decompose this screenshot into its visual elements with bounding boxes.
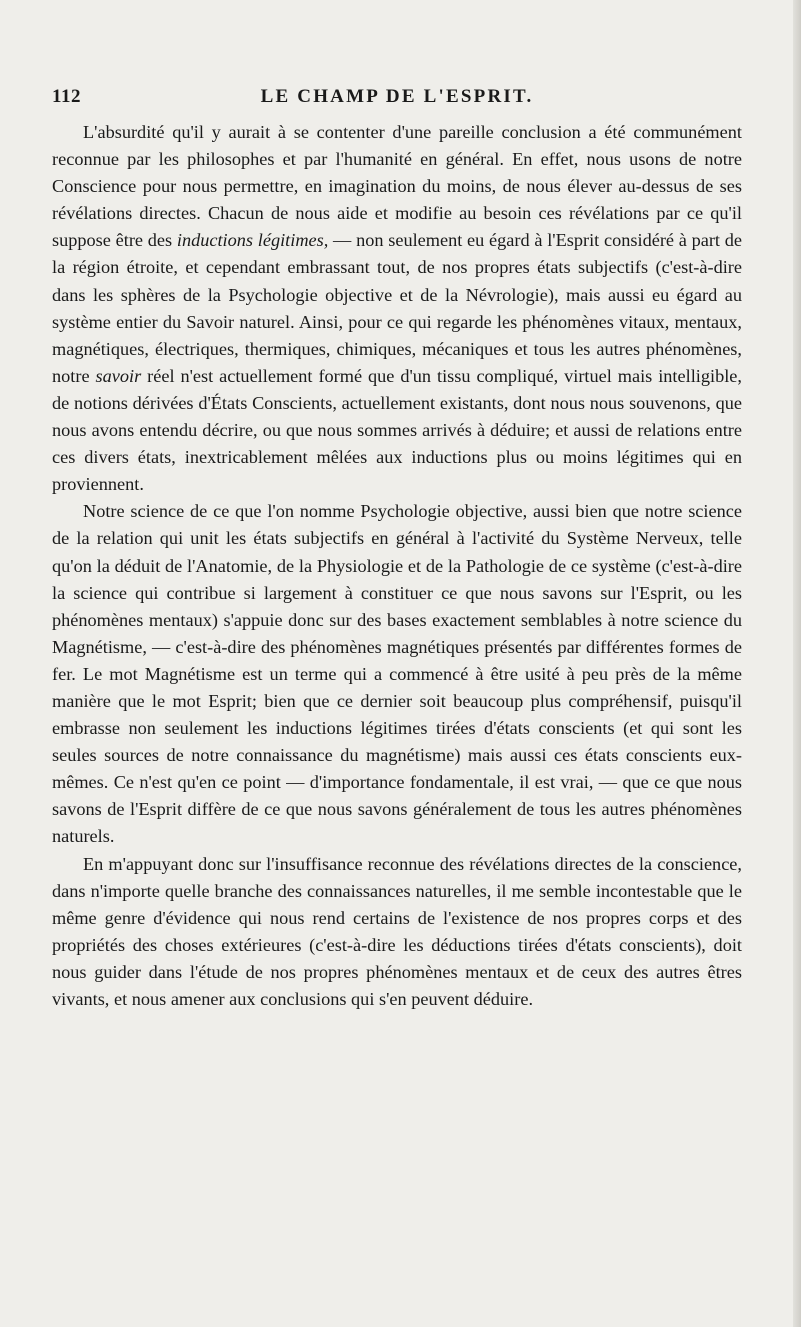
paragraph-1	[52, 119, 742, 498]
page-edge	[793, 0, 801, 1327]
page-header	[52, 86, 742, 116]
paragraph-1-part-3: réel n'est actuellement formé que d'un tissu compliqué, virtuel mais intelligible, de notions dérivées d'États Conscients, actuellement existants, dont nous nous souvenons, que nous avons entendu décrire, ou que nous sommes arrivés à déduire; et aussi de relations entre ces divers états, inextricablement mêlées aux inductions plus ou moins légitimes qui en proviennent.	[52, 365, 742, 495]
paragraph-1-part-1: L'absurdité qu'il y aurait à se contenter d'une pareille conclusion a été communément reconnue par les philosophes et par l'humanité en général. En effet, nous usons de notre Conscience pour nous permettre, en imagination du moins, de nous élever au-dessus de ses révélations directes. Chacun de nous aide et modifie au besoin ces révélations par ce qu'il suppose être des	[52, 122, 742, 251]
page-number: 112	[52, 86, 81, 107]
paragraph-2: Notre science de ce que l'on nomme Psychologie objective, aussi bien que notre science de la relation qui unit les états subjectifs en général à l'activité du Système Nerveux, telle qu'on la déduit de l'Anatomie, de la Physiologie et de la Pathologie de ce système (c'est-à-dire la science qui contribue si largement à constituer ce que nous savons sur l'Esprit, ou les phénomènes mentaux) s'appuie donc sur des bases exactement semblables à notre science du Magnétisme, — c'est-à-dire des phénomènes magnétiques présentés par différentes formes de fer. Le mot Magnétisme est un terme qui a commencé à être usité à peu près de la même manière que le mot Esprit; bien que ce dernier soit beaucoup plus compréhensif, puisqu'il embrasse non seulement les inductions légitimes tirées d'états conscients (et qui sont les seules sources de notre connaissance du magnétisme) mais aussi ces états conscients eux-mêmes. Ce n'est qu'en ce point — d'importance fondamentale, il est vrai, — que ce que nous savons de l'Esprit diffère de ce que nous savons généralement de tous les autres phénomènes naturels.	[52, 501, 742, 847]
paragraph-3: En m'appuyant donc sur l'insuffisance reconnue des révélations directes de la conscience, dans n'importe quelle branche des connaissances naturelles, il me semble incontestable que le même genre d'évidence qui nous rend certains de l'existence de nos propres corps et des propriétés des choses extérieures (c'est-à-dire les déductions tirées d'états conscients), doit nous guider dans l'étude de nos propres phénomènes mentaux et de ceux des autres êtres vivants, et nous amener aux conclusions qui s'en peuvent déduire.	[52, 853, 742, 1009]
italic-inductions-legitimes: inductions légitimes,	[176, 230, 329, 251]
body-text	[52, 119, 742, 1013]
paragraph-1-part-2: — non seulement eu égard à l'Esprit considéré à part de la région étroite, et cependant embrassant tout, de nos propres états subjectifs (c'est-à-dire dans les sphères de la Psychologie objective et de la Névrologie), mais aussi eu égard au système entier du Savoir naturel. Ainsi, pour ce qui regarde les phénomènes vitaux, mentaux, magnétiques, électriques, thermiques, chimiques, mécaniques et tous les autres phénomènes, notre	[52, 230, 742, 386]
running-title: LE CHAMP DE L'ESPRIT.	[260, 86, 534, 107]
italic-savoir: savoir	[95, 365, 142, 386]
